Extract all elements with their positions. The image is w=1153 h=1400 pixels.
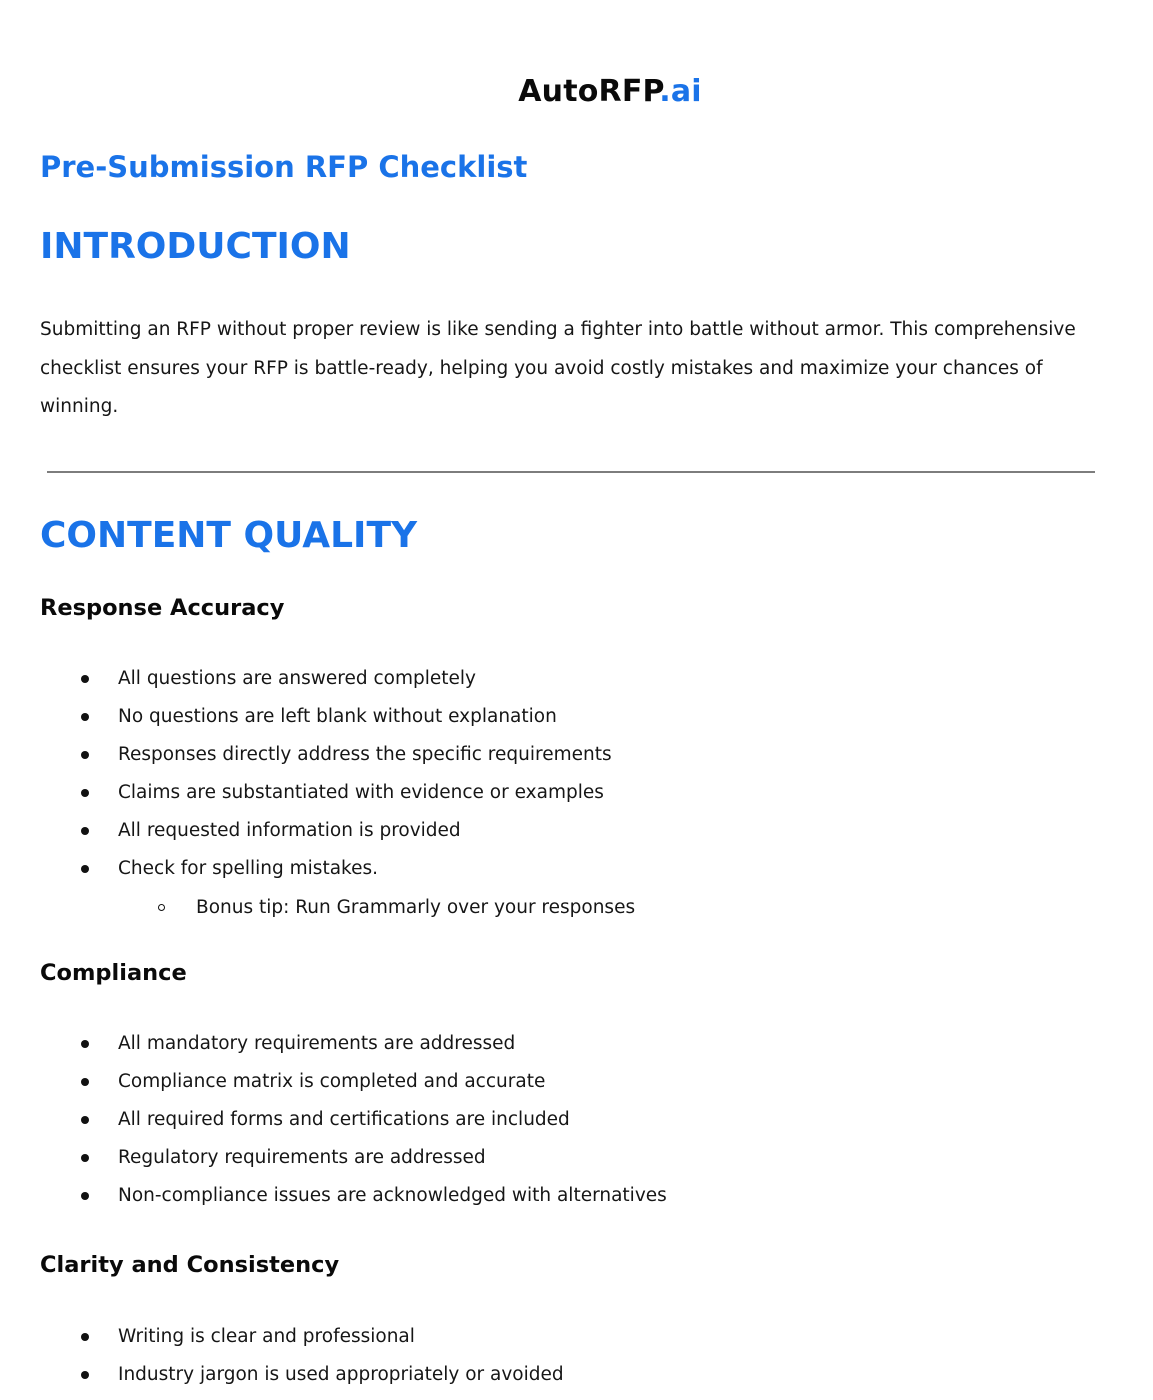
- bullet-icon: [81, 865, 89, 873]
- bullet-icon: [81, 675, 89, 683]
- list-item: [0, 698, 635, 736]
- list-item: [0, 660, 635, 698]
- logo-wordmark: AutoRFP: [518, 74, 660, 109]
- list-item-text: Check for spelling mistakes.: [118, 858, 378, 879]
- introduction-paragraph: Submitting an RFP without proper review is like sending a fighter into battle without armor. This comprehensive checklist ensures your RFP is battle-ready, helping you avoid costly mistakes and maximize your chances of winning.: [40, 319, 1076, 417]
- list-item: [0, 774, 635, 812]
- list-item-text: Regulatory requirements are addressed: [118, 1147, 486, 1168]
- list-item-text: All mandatory requirements are addressed: [118, 1033, 516, 1054]
- list-item: [0, 1063, 667, 1101]
- list-item: [0, 736, 635, 774]
- bullet-icon: [81, 1078, 89, 1086]
- list-item: [0, 1139, 667, 1177]
- response-accuracy-list: [0, 660, 635, 928]
- compliance-heading: Compliance: [40, 960, 187, 986]
- bullet-icon: [81, 713, 89, 721]
- list-item-text: No questions are left blank without explanation: [118, 706, 557, 727]
- logo-domain-suffix: .ai: [659, 74, 702, 109]
- list-item-text: Claims are substantiated with evidence or examples: [118, 782, 604, 803]
- list-item-text: All requested information is provided: [118, 820, 461, 841]
- list-item-text: Industry jargon is used appropriately or avoided: [118, 1364, 564, 1385]
- bullet-icon: [81, 827, 89, 835]
- bullet-icon: [81, 751, 89, 759]
- list-item-text: Responses directly address the specific requirements: [118, 744, 612, 765]
- clarity-consistency-heading: Clarity and Consistency: [40, 1252, 340, 1278]
- brand-logo: [0, 74, 1153, 109]
- list-item: [0, 1025, 667, 1063]
- hollow-bullet-icon: [158, 904, 165, 911]
- bullet-icon: [81, 1116, 89, 1124]
- bullet-icon: [81, 1333, 89, 1341]
- response-accuracy-heading: Response Accuracy: [40, 595, 285, 621]
- compliance-list: [0, 1025, 667, 1215]
- list-item: [0, 1356, 564, 1394]
- list-item-text: Bonus tip: Run Grammarly over your responses: [196, 897, 636, 918]
- bullet-icon: [81, 1040, 89, 1048]
- list-sub-item: [0, 888, 635, 928]
- bullet-icon: [81, 1192, 89, 1200]
- list-item-text: Compliance matrix is completed and accurate: [118, 1071, 546, 1092]
- list-item: [0, 1101, 667, 1139]
- list-item-text: Non-compliance issues are acknowledged with alternatives: [118, 1185, 667, 1206]
- clarity-consistency-list: [0, 1318, 564, 1394]
- bullet-icon: [81, 1371, 89, 1379]
- section-divider: [47, 471, 1095, 473]
- list-item: [0, 812, 635, 850]
- list-item: [0, 1318, 564, 1356]
- content-quality-heading: CONTENT QUALITY: [40, 515, 418, 556]
- list-item-text: All required forms and certifications are included: [118, 1109, 570, 1130]
- bullet-icon: [81, 1154, 89, 1162]
- list-item-text: Writing is clear and professional: [118, 1326, 415, 1347]
- list-item: [0, 850, 635, 888]
- document-title: Pre-Submission RFP Checklist: [40, 150, 528, 184]
- bullet-icon: [81, 789, 89, 797]
- introduction-heading: INTRODUCTION: [40, 226, 351, 267]
- list-item-text: All questions are answered completely: [118, 668, 476, 689]
- list-item: [0, 1177, 667, 1215]
